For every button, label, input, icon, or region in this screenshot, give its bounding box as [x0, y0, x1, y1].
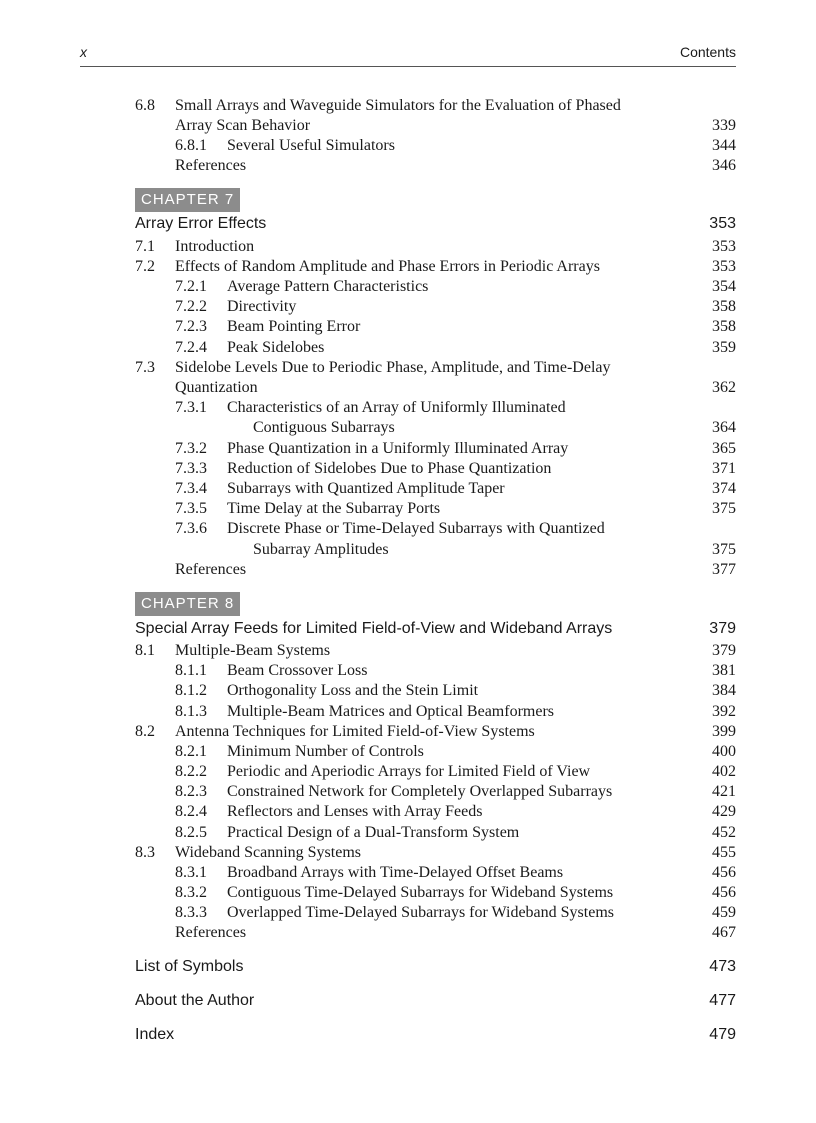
section-title: Contiguous Subarrays: [253, 419, 395, 436]
page-ref: 479: [709, 1026, 736, 1043]
section-number: 8.2.4: [175, 803, 207, 820]
toc-entry: [135, 358, 736, 378]
section-title: Multiple-Beam Matrices and Optical Beamformers: [227, 703, 555, 720]
toc-entry: [135, 116, 736, 136]
section-title: Subarray Amplitudes: [253, 541, 389, 558]
toc-entry: [175, 297, 736, 317]
toc-entry: [135, 641, 736, 661]
section-number: 8.1.1: [175, 662, 207, 679]
section-number: 8.3.1: [175, 864, 207, 881]
chapter-8-heading: [135, 618, 736, 640]
section-title: Time Delay at the Subarray Ports: [227, 500, 441, 517]
back-matter-title: Index: [135, 1026, 175, 1043]
section-title: Multiple-Beam Systems: [175, 642, 331, 659]
toc-entry: [175, 540, 736, 560]
section-title: Minimum Number of Controls: [227, 743, 424, 760]
section-number: 7.2: [135, 258, 155, 275]
back-matter-index: [135, 1024, 736, 1046]
toc-entry: [175, 398, 736, 418]
page-ref: 467: [712, 924, 736, 941]
toc-entry: [175, 903, 736, 923]
page-ref: 358: [712, 318, 736, 335]
section-number: 7.3.4: [175, 480, 207, 497]
page-number: x: [80, 44, 87, 60]
back-matter-title: List of Symbols: [135, 958, 244, 975]
section-title: Reduction of Sidelobes Due to Phase Quantization: [227, 460, 552, 477]
section-title: Antenna Techniques for Limited Field-of-View Systems: [175, 723, 535, 740]
toc-entry: [175, 317, 736, 337]
toc-entry: [135, 96, 736, 116]
section-title: Beam Pointing Error: [227, 318, 361, 335]
section-title: Phase Quantization in a Uniformly Illuminated Array: [227, 440, 569, 457]
page-ref: 362: [712, 379, 736, 396]
page-ref: 459: [712, 904, 736, 921]
section-number: 7.3.1: [175, 399, 207, 416]
page-ref: 375: [712, 541, 736, 558]
page-ref: 477: [709, 992, 736, 1009]
section-number: 6.8.1: [175, 137, 207, 154]
section-number: 8.2.5: [175, 824, 207, 841]
page-ref: 364: [712, 419, 736, 436]
section-title: Wideband Scanning Systems: [175, 844, 361, 861]
references-title: References: [175, 924, 247, 941]
toc-entry: [135, 923, 736, 943]
page-ref: 402: [712, 763, 736, 780]
page-ref: 353: [709, 215, 736, 232]
toc-entry: [175, 136, 736, 156]
toc-entry: [175, 519, 736, 539]
section-number: 7.3.6: [175, 520, 207, 537]
toc-entry: [175, 782, 736, 802]
section-number: 7.3.3: [175, 460, 207, 477]
page-ref: 456: [712, 864, 736, 881]
section-title: Discrete Phase or Time-Delayed Subarrays with Quantized: [227, 520, 605, 537]
page-ref: 429: [712, 803, 736, 820]
section-title: Subarrays with Quantized Amplitude Taper: [227, 480, 505, 497]
section-number: 8.2.2: [175, 763, 207, 780]
page-ref: 344: [712, 137, 736, 154]
section-number: 8.3.3: [175, 904, 207, 921]
section-number: 8.2: [135, 723, 155, 740]
section-title: Characteristics of an Array of Uniformly Illuminated: [227, 399, 566, 416]
section-number: 7.2.4: [175, 339, 207, 356]
section-title: Broadband Arrays with Time-Delayed Offset Beams: [227, 864, 564, 881]
page-ref: 353: [712, 238, 736, 255]
toc-entry: [175, 661, 736, 681]
running-header: [80, 44, 736, 64]
chapter-7-heading: [135, 213, 736, 235]
toc-entry: [175, 762, 736, 782]
toc-entry: [135, 843, 736, 863]
section-number: 7.3.2: [175, 440, 207, 457]
section-number: 7.2.2: [175, 298, 207, 315]
toc-entry: [135, 560, 736, 580]
running-title: Contents: [679, 44, 736, 60]
page-ref: 399: [712, 723, 736, 740]
section-title: Directivity: [227, 298, 297, 315]
page-ref: 421: [712, 783, 736, 800]
section-number: 6.8: [135, 97, 155, 114]
back-matter-list-of-symbols: [135, 956, 736, 978]
page-ref: 358: [712, 298, 736, 315]
section-title: Small Arrays and Waveguide Simulators for the Evaluation of Phased: [175, 97, 621, 114]
toc-entry: [175, 742, 736, 762]
section-title: Overlapped Time-Delayed Subarrays for Wideband Systems: [227, 904, 614, 921]
section-number: 8.3: [135, 844, 155, 861]
section-number: 8.1.3: [175, 703, 207, 720]
page-ref: 377: [712, 561, 736, 578]
section-title: Beam Crossover Loss: [227, 662, 368, 679]
page-ref: 455: [712, 844, 736, 861]
section-number: 7.1: [135, 238, 155, 255]
section-number: 8.2.1: [175, 743, 207, 760]
page-ref: 452: [712, 824, 736, 841]
back-matter-about-the-author: [135, 990, 736, 1012]
references-title: References: [175, 561, 247, 578]
chapter-title: Array Error Effects: [135, 215, 267, 232]
section-title: Orthogonality Loss and the Stein Limit: [227, 682, 479, 699]
toc-entry: [175, 499, 736, 519]
toc-entry: [175, 802, 736, 822]
page-ref: 375: [712, 500, 736, 517]
section-number: 7.3.5: [175, 500, 207, 517]
toc-entry: [175, 883, 736, 903]
section-title: Effects of Random Amplitude and Phase Errors in Periodic Arrays: [175, 258, 600, 275]
toc-entry: [175, 459, 736, 479]
header-rule: [80, 66, 736, 67]
toc-entry: [175, 702, 736, 722]
section-title: Array Scan Behavior: [175, 117, 311, 134]
section-number: 8.3.2: [175, 884, 207, 901]
section-title: Practical Design of a Dual-Transform System: [227, 824, 520, 841]
page-ref: 384: [712, 682, 736, 699]
toc-entry: [175, 418, 736, 438]
toc-entry: [135, 257, 736, 277]
section-title: Quantization: [175, 379, 258, 396]
section-title: Introduction: [175, 238, 255, 255]
chapter-7-banner: CHAPTER 7: [135, 188, 240, 212]
section-title: Peak Sidelobes: [227, 339, 325, 356]
toc-entry: [175, 439, 736, 459]
toc-entry: [175, 277, 736, 297]
references-title: References: [175, 157, 247, 174]
toc-entry: [135, 722, 736, 742]
page-ref: 400: [712, 743, 736, 760]
chapter-title: Special Array Feeds for Limited Field-of-View and Wideband Arrays: [135, 620, 613, 637]
section-title: Several Useful Simulators: [227, 137, 395, 154]
toc-entry: [175, 823, 736, 843]
page-ref: 379: [709, 620, 736, 637]
section-title: Periodic and Aperiodic Arrays for Limited Field of View: [227, 763, 591, 780]
page-ref: 374: [712, 480, 736, 497]
page-ref: 353: [712, 258, 736, 275]
section-title: Reflectors and Lenses with Array Feeds: [227, 803, 483, 820]
page-ref: 346: [712, 157, 736, 174]
page-ref: 339: [712, 117, 736, 134]
chapter-8-banner: CHAPTER 8: [135, 592, 240, 616]
page-ref: 379: [712, 642, 736, 659]
toc-entry: [175, 338, 736, 358]
toc-entry: [135, 156, 736, 176]
section-number: 8.2.3: [175, 783, 207, 800]
toc-entry: [135, 237, 736, 257]
toc-entry: [135, 378, 736, 398]
page-ref: 365: [712, 440, 736, 457]
page-ref: 456: [712, 884, 736, 901]
page-ref: 359: [712, 339, 736, 356]
section-number: 7.2.3: [175, 318, 207, 335]
page-ref: 473: [709, 958, 736, 975]
section-title: Constrained Network for Completely Overlapped Subarrays: [227, 783, 613, 800]
back-matter-title: About the Author: [135, 992, 255, 1009]
page-ref: 371: [712, 460, 736, 477]
toc-entry: [175, 863, 736, 883]
section-title: Sidelobe Levels Due to Periodic Phase, Amplitude, and Time-Delay: [175, 359, 611, 376]
page-ref: 354: [712, 278, 736, 295]
page-ref: 381: [712, 662, 736, 679]
section-number: 8.1: [135, 642, 155, 659]
section-number: 7.3: [135, 359, 155, 376]
section-number: 7.2.1: [175, 278, 207, 295]
section-title: Average Pattern Characteristics: [227, 278, 429, 295]
section-number: 8.1.2: [175, 682, 207, 699]
section-title: Contiguous Time-Delayed Subarrays for Wideband Systems: [227, 884, 614, 901]
toc-entry: [175, 681, 736, 701]
toc-entry: [175, 479, 736, 499]
page-ref: 392: [712, 703, 736, 720]
